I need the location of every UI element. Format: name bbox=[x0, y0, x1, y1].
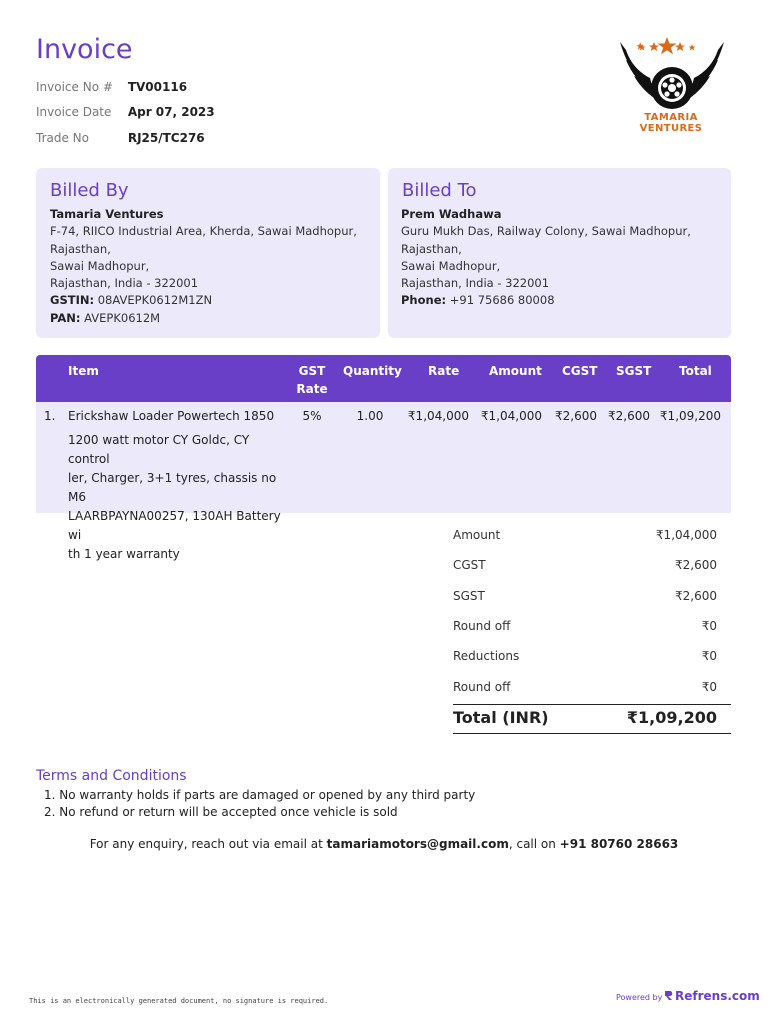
summary-sgst-label: SGST bbox=[453, 589, 485, 603]
powered-by-label: Powered by bbox=[616, 993, 663, 1002]
phone-value: +91 75686 80008 bbox=[449, 293, 555, 308]
billed-to-details bbox=[401, 206, 711, 310]
billed-by-address-line: F-74, RIICO Industrial Area, Kherda, Sawai Madhopur, bbox=[50, 224, 357, 239]
billed-by-address-line: Rajasthan, India - 322001 bbox=[50, 276, 199, 291]
item-name: Erickshaw Loader Powertech 1850 bbox=[68, 409, 275, 423]
invoice-number-value: TV00116 bbox=[127, 80, 188, 94]
billed-to-address-line: Rajasthan, bbox=[401, 241, 462, 256]
billed-by-gstin bbox=[50, 292, 360, 309]
summary-reductions-row bbox=[453, 649, 717, 663]
refrens-logo-icon bbox=[664, 990, 675, 1001]
item-description-line: LAARBPAYNA00257, 130AH Battery wi bbox=[68, 509, 281, 542]
billed-to-name: Prem Wadhawa bbox=[401, 207, 502, 221]
billed-by-details bbox=[50, 206, 360, 327]
summary-divider bbox=[453, 704, 731, 705]
pan-label: PAN: bbox=[50, 310, 81, 325]
summary-cgst-row bbox=[453, 558, 717, 572]
item-rate: ₹1,04,000 bbox=[407, 409, 469, 423]
column-header-gst-rate bbox=[292, 362, 332, 398]
column-header-total: Total bbox=[679, 364, 712, 378]
terms-item: 2. No refund or return will be accepted once vehicle is sold bbox=[44, 805, 398, 819]
billed-by-heading: Billed By bbox=[50, 180, 129, 201]
summary-roundoff-row bbox=[453, 680, 717, 694]
summary-divider bbox=[453, 733, 731, 734]
column-header-quantity: Quantity bbox=[343, 364, 402, 378]
billed-by-pan bbox=[50, 310, 360, 327]
invoice-date-label: Invoice Date bbox=[36, 105, 112, 119]
item-gst-rate: 5% bbox=[302, 409, 322, 423]
column-header-gst-rate-line: GST bbox=[298, 364, 326, 378]
enquiry-phone-link[interactable]: +91 80760 28663 bbox=[559, 837, 679, 851]
billed-to-address-line: Guru Mukh Das, Railway Colony, Sawai Madhopur, bbox=[401, 224, 691, 239]
wheel-wings-logo-icon bbox=[612, 34, 732, 114]
billed-by-address-line: Sawai Madhopur, bbox=[50, 258, 150, 273]
item-sgst: ₹2,600 bbox=[608, 409, 650, 423]
summary-cgst-label: CGST bbox=[453, 558, 486, 572]
logo-text: TAMARIA VENTURES bbox=[639, 112, 703, 134]
summary-reductions-value: ₹0 bbox=[701, 649, 717, 663]
invoice-number-label: Invoice No # bbox=[36, 80, 113, 94]
column-header-gst-rate-line: Rate bbox=[296, 382, 328, 396]
column-header-rate: Rate bbox=[428, 364, 460, 378]
invoice-number-row bbox=[36, 80, 187, 94]
summary-reductions-label: Reductions bbox=[453, 649, 520, 663]
summary-roundoff-label: Round off bbox=[453, 619, 511, 633]
summary-roundoff-row bbox=[453, 619, 717, 633]
item-description-line: ler, Charger, 3+1 tyres, chassis no M6 bbox=[68, 471, 277, 504]
summary-total-value: ₹1,09,200 bbox=[626, 708, 717, 727]
page-title: Invoice bbox=[36, 34, 133, 65]
row-index: 1. bbox=[44, 409, 56, 423]
invoice-date-value: Apr 07, 2023 bbox=[127, 105, 215, 119]
items-table-header bbox=[36, 355, 731, 402]
gstin-label: GSTIN: bbox=[50, 293, 95, 308]
refrens-brand-text: Refrens.com bbox=[675, 989, 760, 1003]
billed-to-address-line: Sawai Madhopur, bbox=[401, 258, 501, 273]
pan-value: AVEPK0612M bbox=[84, 310, 161, 325]
terms-title: Terms and Conditions bbox=[36, 768, 187, 784]
enquiry-prefix: For any enquiry, reach out via email at bbox=[89, 837, 327, 851]
gstin-value: 08AVEPK0612M1ZN bbox=[97, 293, 213, 308]
item-quantity: 1.00 bbox=[356, 409, 384, 423]
column-header-sgst: SGST bbox=[616, 364, 652, 378]
column-header-cgst: CGST bbox=[562, 364, 598, 378]
enquiry-middle: , call on bbox=[508, 837, 560, 851]
item-cgst: ₹2,600 bbox=[555, 409, 597, 423]
summary-sgst-row bbox=[453, 589, 717, 603]
billed-to-address-line: Rajasthan, India - 322001 bbox=[401, 276, 550, 291]
refrens-brand-link[interactable] bbox=[664, 989, 760, 1003]
trade-number-label: Trade No bbox=[36, 131, 89, 145]
item-amount: ₹1,04,000 bbox=[480, 409, 542, 423]
item-description-line: th 1 year warranty bbox=[68, 547, 180, 561]
billed-to-heading: Billed To bbox=[402, 180, 477, 201]
summary-amount-value: ₹1,04,000 bbox=[655, 528, 717, 542]
phone-label: Phone: bbox=[401, 293, 447, 308]
summary-amount-row bbox=[453, 528, 717, 542]
billed-to-card bbox=[388, 168, 731, 338]
trade-number-value: RJ25/TC276 bbox=[127, 131, 205, 145]
summary-sgst-value: ₹2,600 bbox=[675, 589, 717, 603]
terms-item: 1. No warranty holds if parts are damaged or opened by any third party bbox=[44, 788, 476, 802]
billed-to-phone bbox=[401, 292, 711, 309]
trade-number-row bbox=[36, 131, 205, 145]
summary-amount-label: Amount bbox=[453, 528, 501, 542]
company-logo bbox=[612, 34, 732, 134]
column-header-item: Item bbox=[68, 364, 99, 378]
invoice-date-row bbox=[36, 105, 215, 119]
summary-total-label: Total (INR) bbox=[453, 708, 549, 727]
billed-by-name: Tamaria Ventures bbox=[50, 207, 164, 221]
electronic-document-note: This is an electronically generated document, no signature is required. bbox=[29, 997, 329, 1005]
enquiry-line bbox=[0, 837, 768, 851]
terms-list bbox=[44, 787, 475, 821]
billed-by-address-line: Rajasthan, bbox=[50, 241, 111, 256]
summary-cgst-value: ₹2,600 bbox=[675, 558, 717, 572]
billed-by-card bbox=[36, 168, 380, 338]
item-description-line: 1200 watt motor CY Goldc, CY control bbox=[68, 433, 250, 466]
summary-roundoff-value: ₹0 bbox=[701, 680, 717, 694]
summary-roundoff-label: Round off bbox=[453, 680, 511, 694]
column-header-amount: Amount bbox=[489, 364, 542, 378]
summary-total-row bbox=[453, 708, 717, 727]
item-total: ₹1,09,200 bbox=[659, 409, 721, 423]
enquiry-email-link[interactable]: tamariamotors@gmail.com bbox=[326, 837, 509, 851]
item-description bbox=[68, 431, 290, 564]
summary-roundoff-value: ₹0 bbox=[701, 619, 717, 633]
